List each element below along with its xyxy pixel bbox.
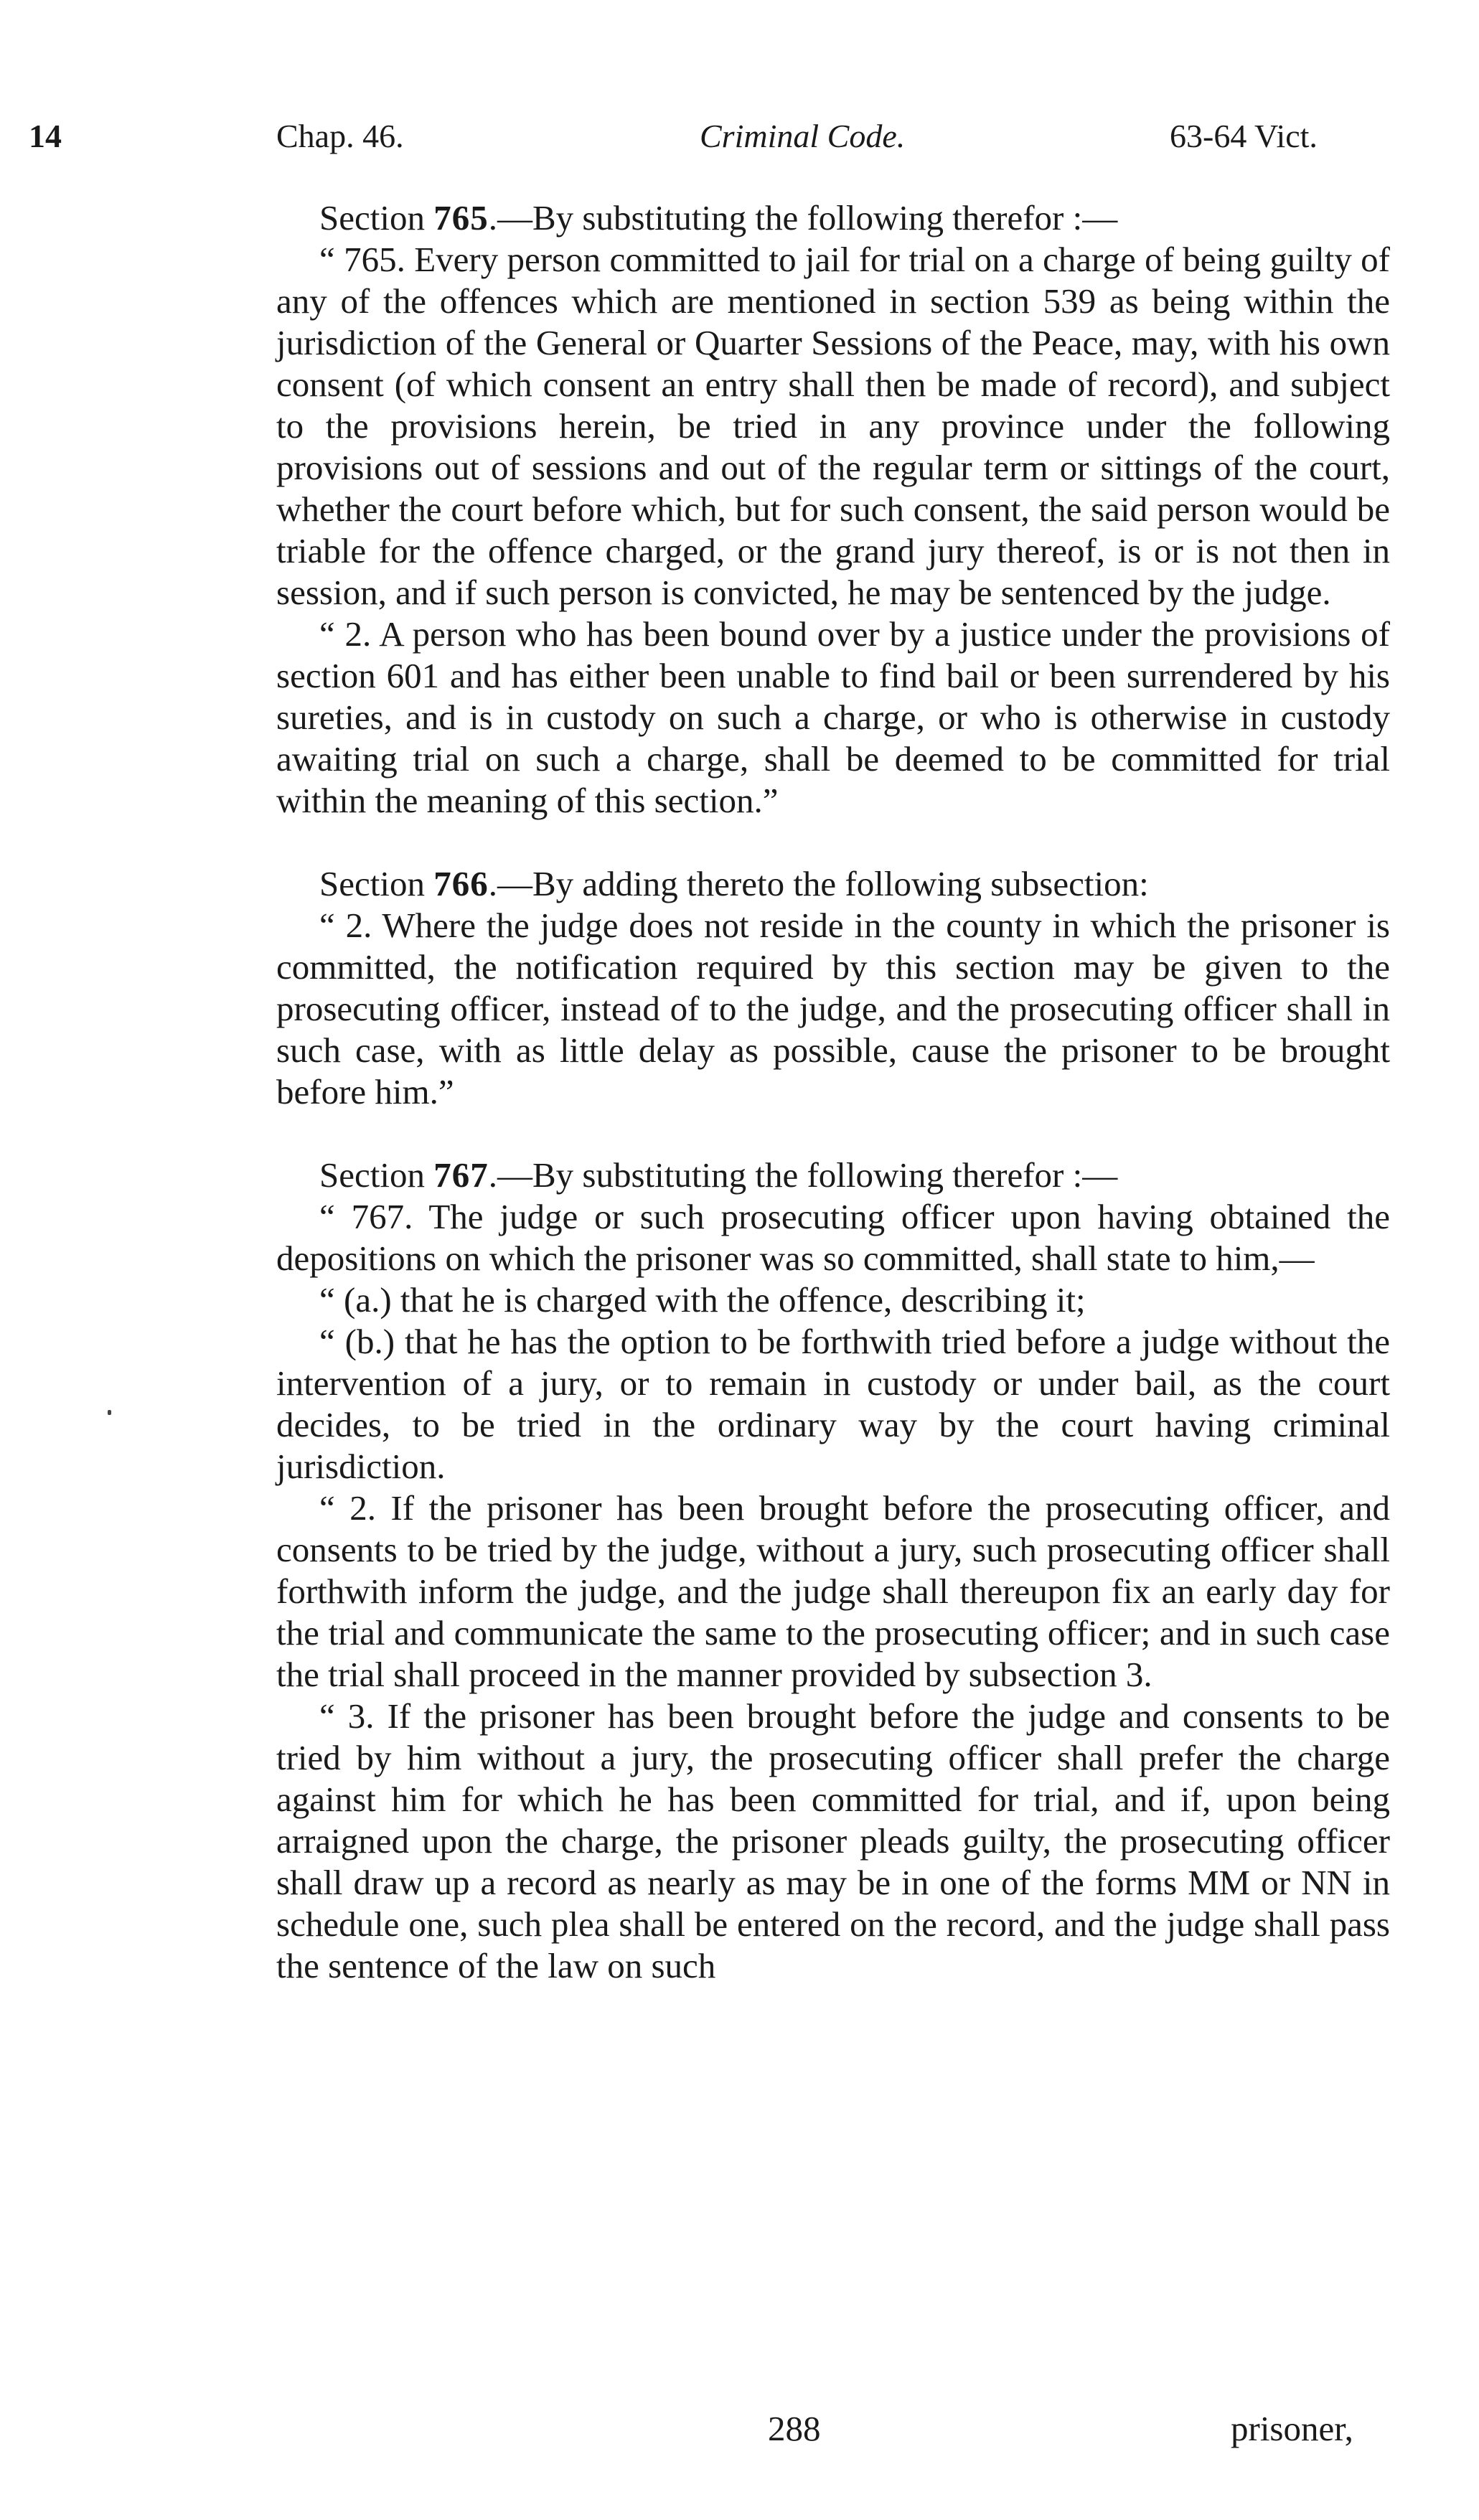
section-number: 765 bbox=[433, 198, 489, 238]
section-heading-text: .—By adding thereto the following subsection: bbox=[488, 864, 1149, 903]
section-heading-text: .—By substituting the following therefor :— bbox=[488, 1155, 1118, 1195]
statute-text bbox=[276, 197, 1390, 1987]
regnal-year: 63-64 Vict. bbox=[1170, 118, 1318, 154]
section-heading-prefix: Section bbox=[319, 198, 434, 238]
paragraph: “ 765. Every person committed to jail for trial on a charge of being guilty of any of the offences which are mentioned in section 539 as being within the jurisdiction of the General or Quarter Sessions of the Peace, may, with his own consent (of which consent an entry shall then be made of record), and subject to the provisions herein, be tried in any province under the following provisions out of sessions and out of the regular term or sittings of the court, whether the court before which, but for such consent, the said person would be triable for the offence charged, or the grand jury thereof, is or is not then in session, and if such person is convicted, he may be sentenced by the judge. bbox=[276, 240, 1390, 612]
section-heading bbox=[276, 197, 1390, 239]
section-767-amendment bbox=[276, 1155, 1390, 1987]
folio-number: 288 bbox=[768, 2409, 821, 2448]
paragraph: “ 2. A person who has been bound over by a justice under the provisions of section 601 and has either been unable to find bail or been surrendered by his sureties, and is in custody on such a charge, or who is otherwise in custody awaiting trial on such a charge, shall be deemed to be committed for trial within the meaning of this section.” bbox=[276, 614, 1390, 820]
section-number: 766 bbox=[433, 864, 489, 903]
chapter-label: Chap. 46. bbox=[276, 118, 404, 154]
running-header bbox=[0, 115, 1479, 158]
section-heading bbox=[276, 863, 1390, 905]
page-footer bbox=[0, 2407, 1479, 2450]
catchword: prisoner, bbox=[1231, 2409, 1353, 2448]
section-766-amendment bbox=[276, 863, 1390, 1113]
paragraph: “ 2. If the prisoner has been brought before the prosecuting officer, and consents to be tried by the judge, without a jury, such prosecuting officer shall forthwith inform the judge, and the judge shall thereupon fix an early day for the trial and communicate the same to the prosecuting officer; and in such case the trial shall proceed in the manner provided by subsection 3. bbox=[276, 1488, 1390, 1694]
section-heading bbox=[276, 1155, 1390, 1196]
paragraph: “ (a.) that he is charged with the offence, describing it; bbox=[319, 1280, 1086, 1320]
page-number: 14 bbox=[29, 118, 62, 154]
paragraph: “ 3. If the prisoner has been brought before the judge and consents to be tried by him without a jury, the prosecuting officer shall prefer the charge against him for which he has been committed for trial, and if, upon being arraigned upon the charge, the prisoner pleads guilty, the prosecuting officer shall draw up a record as nearly as may be in one of the forms MM or NN in schedule one, such plea shall be entered on the record, and the judge shall pass the sentence of the law on such bbox=[276, 1696, 1390, 1985]
running-title: Criminal Code. bbox=[700, 118, 906, 154]
ink-speck bbox=[108, 1410, 111, 1415]
section-765-amendment bbox=[276, 197, 1390, 822]
section-heading-prefix: Section bbox=[319, 864, 434, 903]
paragraph: “ 2. Where the judge does not reside in the county in which the prisoner is committed, the notification required by this section may be given to the prosecuting officer, instead of to the judge, and the prosecuting officer shall in such case, with as little delay as possible, cause the prisoner to be brought before him.” bbox=[276, 906, 1390, 1111]
section-heading-text: .—By substituting the following therefor :— bbox=[488, 198, 1118, 238]
section-heading-prefix: Section bbox=[319, 1155, 434, 1195]
paragraph: “ (b.) that he has the option to be forthwith tried before a judge without the intervention of a jury, or to remain in custody or under bail, as the court decides, to be tried in the ordinary way by the court having criminal jurisdiction. bbox=[276, 1322, 1390, 1486]
section-number: 767 bbox=[433, 1155, 489, 1195]
paragraph: “ 767. The judge or such prosecuting officer upon having obtained the depositions on which the prisoner was so committed, shall state to him,— bbox=[276, 1197, 1390, 1278]
